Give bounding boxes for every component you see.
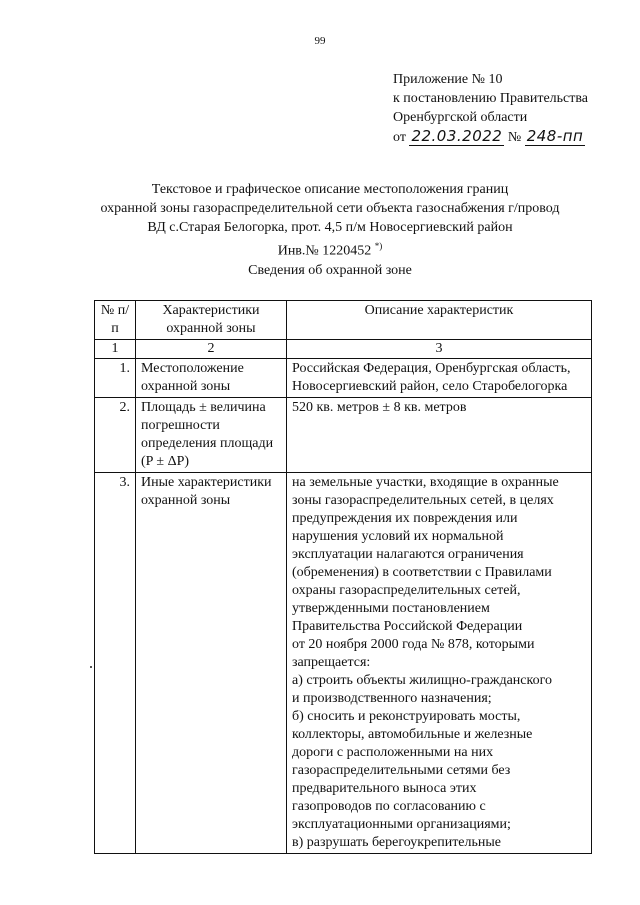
appendix-date-line bbox=[393, 127, 588, 147]
description-line: охраны газораспределительных сетей, bbox=[292, 583, 521, 598]
scan-speck bbox=[90, 666, 92, 668]
description-line: зоны газораспределительных сетей, в целях bbox=[292, 493, 554, 508]
table-header-row bbox=[95, 301, 592, 340]
description-line: и производственного назначения; bbox=[292, 691, 492, 706]
appendix-header bbox=[393, 70, 588, 147]
row-number: 1. bbox=[95, 359, 136, 398]
description-line: нарушения условий их нормальной bbox=[292, 529, 504, 544]
row-description bbox=[287, 473, 592, 854]
column-number-3: 3 bbox=[287, 340, 592, 359]
appendix-resolution: к постановлению Правительства bbox=[393, 91, 589, 106]
row-number: 2. bbox=[95, 398, 136, 473]
row-number: 3. bbox=[95, 473, 136, 854]
page-number: 99 bbox=[314, 35, 326, 47]
description-line: а) строить объекты жилищно-гражданского bbox=[292, 673, 552, 688]
document-title bbox=[60, 180, 600, 261]
description-line: на земельные участки, входящие в охранные bbox=[292, 475, 559, 490]
table-row bbox=[95, 473, 592, 854]
row-description: Российская Федерация, Оренбургская область, Новосергиевский район, село Старобелогорка bbox=[287, 359, 592, 398]
appendix-region: Оренбургской области bbox=[393, 110, 528, 125]
description-line: (обременения) в соответствии с Правилами bbox=[292, 565, 552, 580]
description-line: запрещается: bbox=[292, 655, 371, 670]
title-line-3: ВД с.Старая Белогорка, прот. 4,5 п/м Новосергиевский район bbox=[147, 220, 513, 235]
protection-zone-table bbox=[94, 300, 592, 854]
section-subtitle: Сведения об охранной зоне bbox=[248, 263, 412, 278]
description-line: эксплуатационными организациями; bbox=[292, 817, 511, 832]
description-line: дороги с расположенными на них bbox=[292, 745, 494, 760]
header-description: Описание характеристик bbox=[287, 301, 592, 340]
description-line: эксплуатации налагаются ограничения bbox=[292, 547, 524, 562]
row-characteristic: Местоположение охранной зоны bbox=[136, 359, 287, 398]
row-characteristic: Иные характеристики охранной зоны bbox=[136, 473, 287, 854]
footnote-mark: *) bbox=[374, 241, 383, 251]
description-line: газораспределительными сетями без bbox=[292, 763, 511, 778]
row-characteristic: Площадь ± величина погрешности определения площади (P ± ΔP) bbox=[136, 398, 287, 473]
description-line: от 20 ноября 2000 года № 878, которыми bbox=[292, 637, 535, 652]
description-line: предупреждения их повреждения или bbox=[292, 511, 518, 526]
number-prefix: № bbox=[507, 130, 522, 145]
column-number-1: 1 bbox=[95, 340, 136, 359]
handwritten-date: 22.03.2022 bbox=[411, 127, 503, 145]
row-description: 520 кв. метров ± 8 кв. метров bbox=[287, 398, 592, 473]
header-characteristic: Характеристики охранной зоны bbox=[136, 301, 287, 340]
column-number-row bbox=[95, 340, 592, 359]
description-line: коллекторы, автомобильные и железные bbox=[292, 727, 533, 742]
table-row bbox=[95, 359, 592, 398]
description-line: б) сносить и реконструировать мосты, bbox=[292, 709, 521, 724]
title-line-4 bbox=[60, 237, 600, 261]
handwritten-number: 248-пп bbox=[526, 127, 584, 145]
column-number-2: 2 bbox=[136, 340, 287, 359]
description-line: газопроводов по согласованию с bbox=[292, 799, 486, 814]
description-line: утвержденными постановлением bbox=[292, 601, 490, 616]
description-line: предварительного выноса этих bbox=[292, 781, 477, 796]
description-line: в) разрушать берегоукрепительные bbox=[292, 835, 502, 850]
date-prefix: от bbox=[393, 130, 406, 145]
table-row bbox=[95, 398, 592, 473]
description-line: Правительства Российской Федерации bbox=[292, 619, 523, 634]
title-line-1: Текстовое и графическое описание местоположения границ bbox=[151, 182, 509, 197]
header-number: № п/п bbox=[95, 301, 136, 340]
appendix-title: Приложение № 10 bbox=[393, 72, 503, 87]
inventory-number: Инв.№ 1220452 bbox=[277, 243, 372, 259]
title-line-2: охранной зоны газораспределительной сети объекта газоснабжения г/провод bbox=[100, 201, 560, 216]
